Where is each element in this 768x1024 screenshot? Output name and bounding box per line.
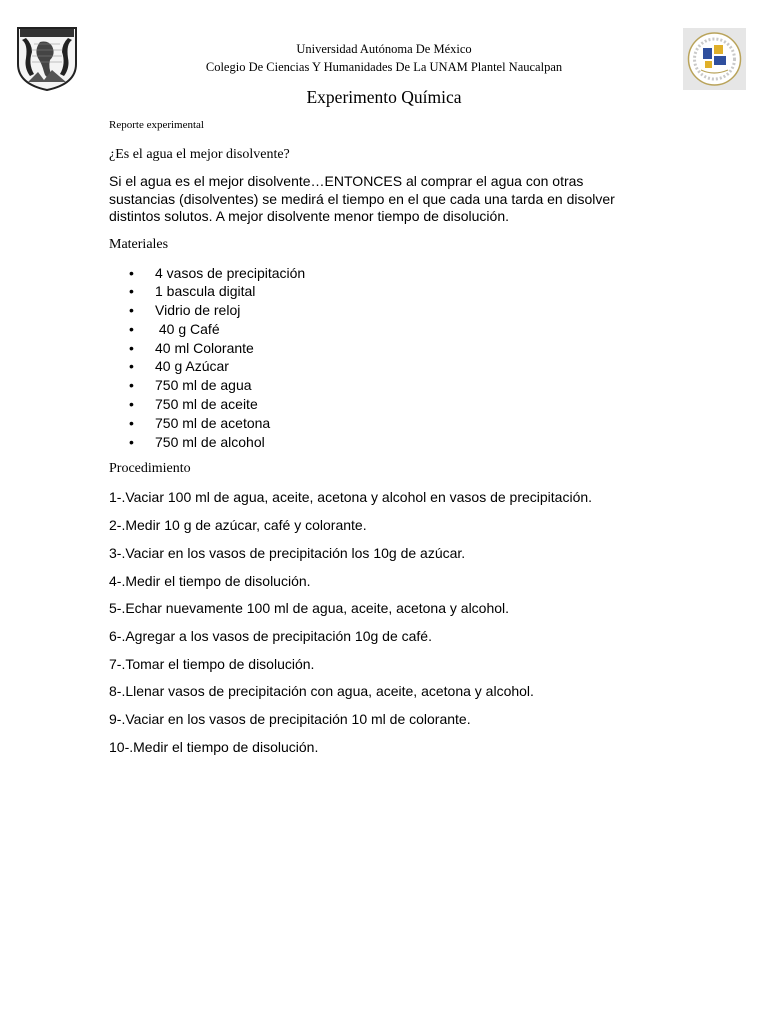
procedure-steps [109,488,649,755]
bullet-icon: • [129,320,134,337]
bullet-icon: • [129,339,134,356]
list-item: • 750 ml de agua [129,377,252,394]
materials-heading: Materiales [109,236,169,252]
procedure-step: 9-.Vaciar en los vasos de precipitación 10 ml de colorante. [109,710,471,727]
list-item: • 750 ml de aceite [129,396,258,413]
procedure-step: 8-.Llenar vasos de precipitación con agua, aceite, acetona y alcohol. [109,683,534,700]
report-label: Reporte experimental [109,119,204,131]
bullet-icon: • [129,433,134,450]
bullet-icon: • [129,414,134,431]
bullet-icon: • [129,377,134,394]
procedure-step: 2-.Medir 10 g de azúcar, café y colorante. [109,517,367,534]
materials-list [109,264,649,452]
document-body [109,118,649,765]
list-item: • 750 ml de alcohol [129,433,265,450]
document-header [0,41,768,77]
bullet-icon: • [129,302,134,319]
procedure-step: 3-.Vaciar en los vasos de precipitación los 10g de azúcar. [109,544,466,561]
list-item: • 40 ml Colorante [129,339,254,356]
procedure-step: 5-.Echar nuevamente 100 ml de agua, aceite, acetona y alcohol. [109,600,510,617]
list-item: • 40 g Azúcar [129,358,229,375]
bullet-icon: • [129,396,134,413]
list-item: • Vidrio de reloj [129,302,241,319]
list-item: • 4 vasos de precipitación [129,264,306,281]
procedure-step: 4-.Medir el tiempo de disolución. [109,572,311,589]
procedure-step: 7-.Tomar el tiempo de disolución. [109,655,315,672]
hypothesis-paragraph: Si el agua es el mejor disolvente…ENTONCES al comprar el agua con otras sustancias (disolventes) se medirá el tiempo en el que cada una tarda en disolver distintos solutos. A mejor disolvente menor tiempo de disolución. [109,173,615,224]
university-name: Universidad Autónoma De México [296,42,472,56]
bullet-icon: • [129,358,134,375]
list-item: • 40 g Café [129,320,220,337]
college-name: Colegio De Ciencias Y Humanidades De La UNAM Plantel Naucalpan [205,60,563,74]
procedure-step: 1-.Vaciar 100 ml de agua, aceite, acetona y alcohol en vasos de precipitación. [109,489,593,506]
procedure-step: 6-.Agregar a los vasos de precipitación 10g de café. [109,627,432,644]
document-title: Experimento Química [306,87,462,107]
procedure-heading: Procedimiento [109,461,191,477]
list-item: • 750 ml de acetona [129,414,271,431]
bullet-icon: • [129,283,134,300]
research-question: ¿Es el agua el mejor disolvente? [109,147,290,162]
list-item: • 1 bascula digital [129,283,256,300]
bullet-icon: • [129,264,134,281]
procedure-step: 10-.Medir el tiempo de disolución. [109,738,319,755]
